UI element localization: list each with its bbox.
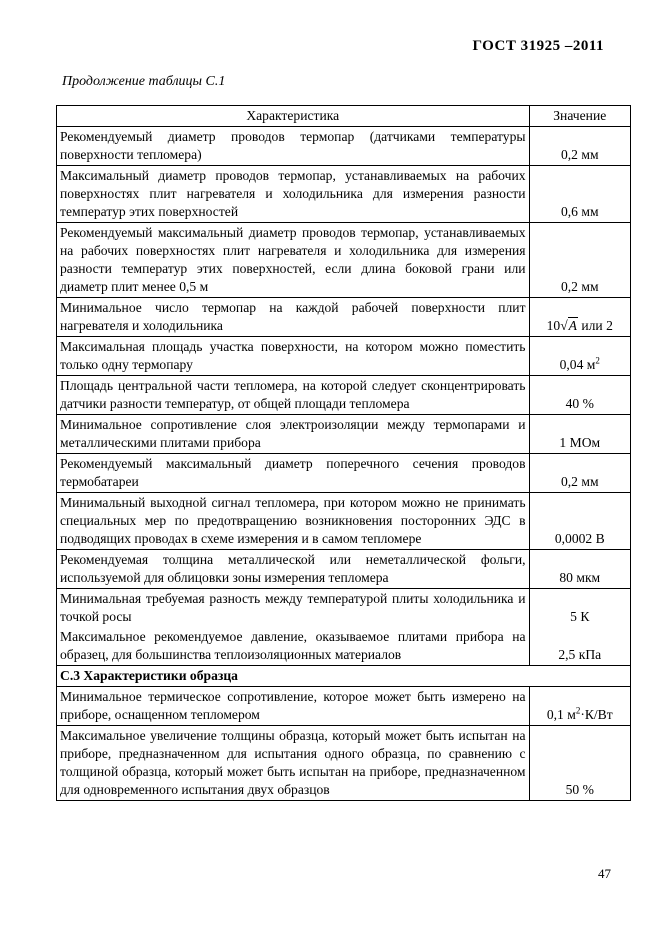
- row-value: 0,2 мм: [529, 127, 630, 166]
- row-characteristic: Минимальная требуемая разность между температурой плиты холодильника и точкой росы: [57, 589, 530, 628]
- row-value: [529, 337, 630, 376]
- row-value: 80 мкм: [529, 550, 630, 589]
- value-superscript: 2: [595, 355, 600, 366]
- row-characteristic: Максимальное рекомендуемое давление, оказываемое плитами прибора на образец, для большинства теплоизоляционных материалов: [57, 627, 530, 666]
- page-number: 47: [598, 866, 611, 881]
- table-row: [57, 493, 631, 550]
- header-value: Значение: [529, 106, 630, 127]
- table-row: [57, 687, 631, 726]
- row-value: 0,2 мм: [529, 454, 630, 493]
- row-characteristic: Рекомендуемый диаметр проводов термопар (датчиками температуры поверхности тепломера): [57, 127, 530, 166]
- row-characteristic: Рекомендуемый максимальный диаметр поперечного сечения проводов термобатареи: [57, 454, 530, 493]
- section-heading-row: [57, 666, 631, 687]
- row-value: 0,2 мм: [529, 223, 630, 298]
- row-value: 5 К: [529, 589, 630, 628]
- value-coefficient: 10: [546, 318, 561, 333]
- row-value: [529, 298, 630, 337]
- row-characteristic: Рекомендуемая толщина металлической или неметаллической фольги, используемой для облицовки зоны измерения тепломера: [57, 550, 530, 589]
- table-caption: Продолжение таблицы С.1: [62, 74, 226, 89]
- value-unit: ·К/Вт: [580, 707, 613, 722]
- table-row: [57, 550, 631, 589]
- table-row: [57, 589, 631, 628]
- value-text: 0,1 м: [546, 707, 576, 722]
- row-characteristic: Минимальный выходной сигнал тепломера, при котором можно не принимать специальных мер по предотвращению возникновения посторонних ЭДС в подводящих проводах в схеме измерения и в самом тепломере: [57, 493, 530, 550]
- value-superscript: 2: [575, 705, 581, 716]
- row-characteristic: Минимальное сопротивление слоя электроизоляции между термопарами и металлическими плитами прибора: [57, 415, 530, 454]
- table-row: [57, 337, 631, 376]
- table-row: [57, 298, 631, 337]
- value-text: 0,04 м: [559, 357, 596, 372]
- sqrt-radicand: A: [568, 318, 577, 333]
- table-row: [57, 166, 631, 223]
- value-alternative: или 2: [577, 318, 613, 333]
- standard-designation: ГОСТ 31925 –2011: [472, 38, 604, 54]
- table-header-row: [57, 106, 631, 127]
- row-characteristic: Максимальный диаметр проводов термопар, устанавливаемых на рабочих поверхностях плит нагревателя и холодильника для измерения разности температур этих поверхностей: [57, 166, 530, 223]
- row-characteristic: Площадь центральной части тепломера, на которой следует сконцентрировать датчики разности температур, от общей площади тепломера: [57, 376, 530, 415]
- sqrt-symbol: √A: [560, 318, 577, 333]
- row-characteristic: Минимальное число термопар на каждой рабочей поверхности плит нагревателя и холодильника: [57, 298, 530, 337]
- characteristics-table: [56, 105, 631, 801]
- table-row: [57, 454, 631, 493]
- table-row: [57, 415, 631, 454]
- table-row: [57, 376, 631, 415]
- row-characteristic: Максимальная площадь участка поверхности, на котором можно поместить только одну термопару: [57, 337, 530, 376]
- header-characteristic: Характеристика: [57, 106, 530, 127]
- section-heading: С.3 Характеристики образца: [57, 666, 631, 687]
- row-characteristic: Минимальное термическое сопротивление, которое может быть измерено на приборе, оснащенном тепломером: [57, 687, 530, 726]
- table-row: [57, 627, 631, 666]
- table-row: [57, 223, 631, 298]
- row-value: [529, 687, 630, 726]
- table-row: [57, 127, 631, 166]
- row-value: 2,5 кПа: [529, 627, 630, 666]
- row-value: 1 МОм: [529, 415, 630, 454]
- row-value: 0,0002 В: [529, 493, 630, 550]
- row-value: 40 %: [529, 376, 630, 415]
- table-row: [57, 726, 631, 801]
- row-characteristic: Максимальное увеличение толщины образца, который может быть испытан на приборе, предназначенном для испытания одного образца, по сравнению с толщиной образца, который может быть испытан на приборе, предназначенном для одновременного испытания двух образцов: [57, 726, 530, 801]
- row-value: 0,6 мм: [529, 166, 630, 223]
- row-value: 50 %: [529, 726, 630, 801]
- row-characteristic: Рекомендуемый максимальный диаметр проводов термопар, устанавливаемых на рабочих поверхностях плит нагревателя и холодильника для измерения разности температур этих поверхностей, если длина боковой грани или диаметр плит менее 0,5 м: [57, 223, 530, 298]
